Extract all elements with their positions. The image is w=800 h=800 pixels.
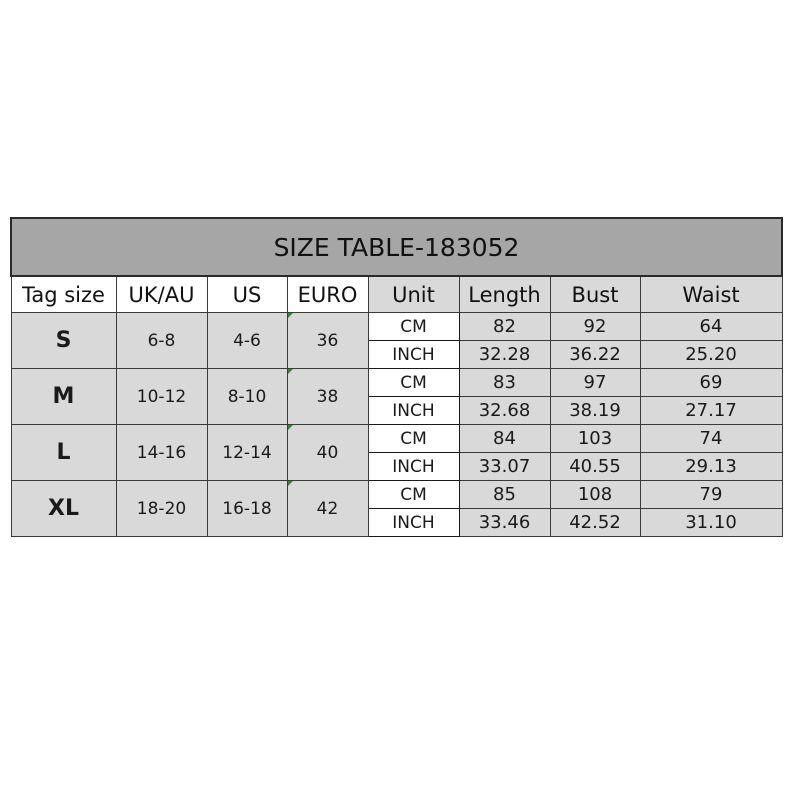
uk-au-cell: 10-12 — [116, 369, 207, 425]
length-cm-cell: 85 — [459, 481, 550, 509]
bust-inch-cell: 36.22 — [550, 341, 640, 369]
uk-au-cell: 18-20 — [116, 481, 207, 537]
bust-cm-cell: 97 — [550, 369, 640, 397]
header-us: US — [207, 276, 287, 313]
table-row — [11, 313, 782, 341]
table-row — [11, 369, 782, 397]
unit-cell-cm: CM — [368, 481, 459, 509]
waist-inch-cell: 29.13 — [640, 453, 782, 481]
waist-cm-cell: 74 — [640, 425, 782, 453]
unit-cell-cm: CM — [368, 425, 459, 453]
tag-size-cell: L — [11, 425, 116, 481]
euro-cell: 42 — [287, 481, 368, 537]
uk-au-cell: 6-8 — [116, 313, 207, 369]
length-inch-cell: 33.07 — [459, 453, 550, 481]
unit-cell-inch: INCH — [368, 453, 459, 481]
waist-inch-cell: 25.20 — [640, 341, 782, 369]
us-cell: 16-18 — [207, 481, 287, 537]
table-row — [11, 425, 782, 453]
table-title: SIZE TABLE-183052 — [11, 218, 782, 276]
us-cell: 8-10 — [207, 369, 287, 425]
header-bust: Bust — [550, 276, 640, 313]
size-table — [10, 217, 783, 537]
header-euro: EURO — [287, 276, 368, 313]
tag-size-cell: XL — [11, 481, 116, 537]
length-cm-cell: 82 — [459, 313, 550, 341]
euro-cell: 40 — [287, 425, 368, 481]
length-cm-cell: 84 — [459, 425, 550, 453]
length-cm-cell: 83 — [459, 369, 550, 397]
unit-cell-cm: CM — [368, 369, 459, 397]
us-cell: 12-14 — [207, 425, 287, 481]
waist-inch-cell: 31.10 — [640, 509, 782, 537]
waist-inch-cell: 27.17 — [640, 397, 782, 425]
waist-cm-cell: 79 — [640, 481, 782, 509]
bust-cm-cell: 92 — [550, 313, 640, 341]
waist-cm-cell: 69 — [640, 369, 782, 397]
header-unit: Unit — [368, 276, 459, 313]
tag-size-cell: M — [11, 369, 116, 425]
unit-cell-inch: INCH — [368, 341, 459, 369]
length-inch-cell: 33.46 — [459, 509, 550, 537]
length-inch-cell: 32.68 — [459, 397, 550, 425]
length-inch-cell: 32.28 — [459, 341, 550, 369]
header-uk-au: UK/AU — [116, 276, 207, 313]
header-length: Length — [459, 276, 550, 313]
tag-size-cell: S — [11, 313, 116, 369]
header-waist: Waist — [640, 276, 782, 313]
uk-au-cell: 14-16 — [116, 425, 207, 481]
waist-cm-cell: 64 — [640, 313, 782, 341]
euro-cell: 38 — [287, 369, 368, 425]
table-row — [11, 481, 782, 509]
bust-inch-cell: 38.19 — [550, 397, 640, 425]
us-cell: 4-6 — [207, 313, 287, 369]
size-rows — [11, 313, 782, 537]
unit-cell-cm: CM — [368, 313, 459, 341]
euro-cell: 36 — [287, 313, 368, 369]
unit-cell-inch: INCH — [368, 397, 459, 425]
bust-inch-cell: 42.52 — [550, 509, 640, 537]
size-table-sheet — [10, 217, 781, 537]
header-row — [11, 276, 782, 313]
bust-cm-cell: 103 — [550, 425, 640, 453]
header-tag-size: Tag size — [11, 276, 116, 313]
bust-cm-cell: 108 — [550, 481, 640, 509]
bust-inch-cell: 40.55 — [550, 453, 640, 481]
unit-cell-inch: INCH — [368, 509, 459, 537]
